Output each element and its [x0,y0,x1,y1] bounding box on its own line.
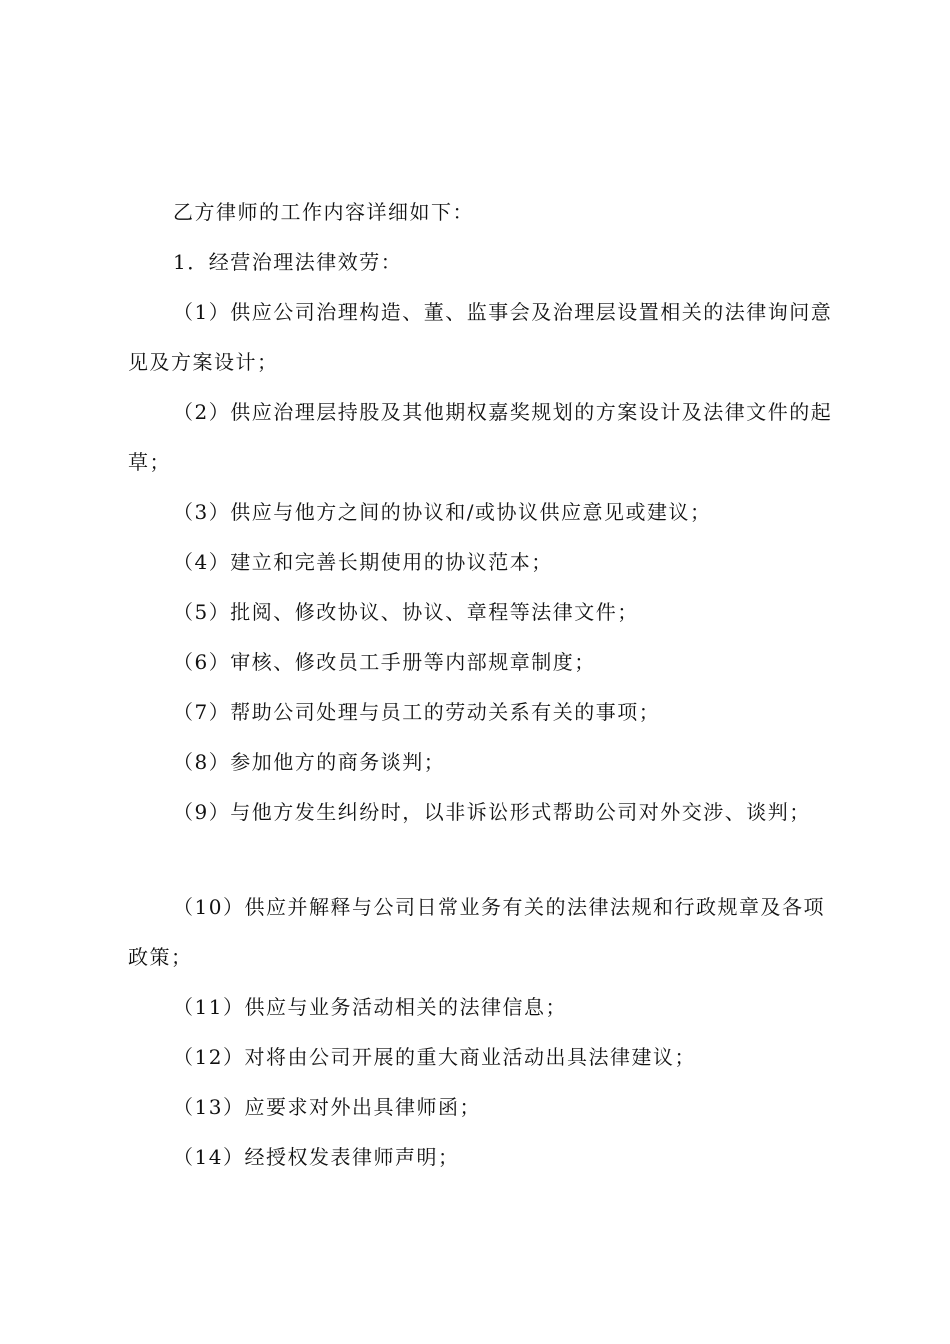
list-item: （4）建立和完善长期使用的协议范本； [173,550,553,574]
list-item: （8）参加他方的商务谈判； [173,750,446,774]
section-heading: 1．经营治理法律效劳： [173,250,403,274]
list-item: （13）应要求对外出具律师函； [173,1095,481,1119]
list-item: （9）与他方发生纠纷时，以非诉讼形式帮助公司对外交涉、谈判； [173,800,811,824]
list-item: （2）供应治理层持股及其他期权嘉奖规划的方案设计及法律文件的起草； [128,400,833,474]
intro-paragraph: 乙方律师的工作内容详细如下： [173,200,474,224]
list-item: （10）供应并解释与公司日常业务有关的法律法规和行政规章及各项政策； [128,895,825,969]
list-item: （6）审核、修改员工手册等内部规章制度； [173,650,596,674]
document-body [128,187,834,1182]
list-item: （3）供应与他方之间的协议和/或协议供应意见或建议； [173,500,712,524]
list-item: （12）对将由公司开展的重大商业活动出具法律建议； [173,1045,696,1069]
list-item: （1）供应公司治理构造、董、监事会及治理层设置相关的法律询问意见及方案设计； [128,300,833,374]
list-item: （7）帮助公司处理与员工的劳动关系有关的事项； [173,700,661,724]
list-item: （5）批阅、修改协议、协议、章程等法律文件； [173,600,639,624]
list-item: （11）供应与业务活动相关的法律信息； [173,995,567,1019]
list-item: （14）经授权发表律师声明； [173,1145,460,1169]
